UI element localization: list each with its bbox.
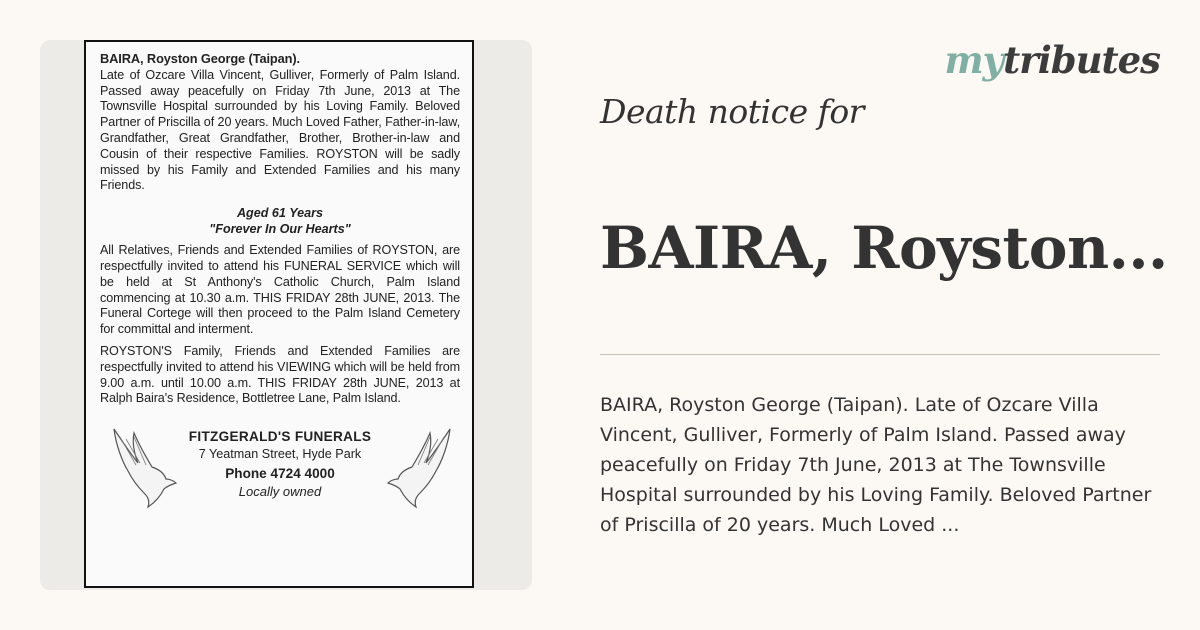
funeral-home-address: 7 Yeatman Street, Hyde Park: [198, 446, 362, 461]
funeral-home-phone: Phone 4724 4000: [225, 465, 335, 481]
divider: [600, 354, 1160, 355]
logo-my: my: [944, 38, 1004, 82]
death-notice-label: Death notice for: [600, 92, 864, 131]
logo-tributes: tributes: [1003, 38, 1160, 82]
dove-icon: [386, 423, 456, 513]
mytributes-logo[interactable]: [944, 38, 1160, 82]
notice-viewing: ROYSTON'S Family, Friends and Extended Families are respectfully invited to attend his VIEWING which will be held from 9.00 a.m. until 10.00 a.m. THIS FRIDAY 28th JUNE, 2013 at Ralph Baira's Residence, Bottletree Lane, Palm Island.: [100, 343, 460, 406]
funeral-home-block: [100, 429, 460, 529]
notice-excerpt: BAIRA, Royston George (Taipan). Late of Ozcare Villa Vincent, Gulliver, Formerly of Palm Island. Passed away peacefully on Friday 7th June, 2013 at The Townsville Hospital surrounded by his Loving Family. Beloved Partner of Priscilla of 20 years. Much Loved ...: [600, 394, 1152, 536]
funeral-home-tagline: Locally owned: [238, 483, 322, 499]
notice-forever: "Forever In Our Hearts": [209, 222, 351, 237]
newspaper-notice-clipping: [84, 40, 474, 588]
notice-service: All Relatives, Friends and Extended Families of ROYSTON, are respectfully invited to attend his FUNERAL SERVICE which will be held at St Anthony's Catholic Church, Palm Island commencing at 10.30 a.m. THIS FRIDAY 28th JUNE, 2013. The Funeral Cortege will then proceed to the Palm Island Cemetery for committal and interment.: [100, 243, 460, 337]
notice-age-block: [100, 205, 460, 237]
deceased-name-title: BAIRA, Royston...: [600, 214, 1168, 282]
notice-age: Aged 61 Years: [236, 206, 324, 221]
notice-intro: Late of Ozcare Villa Vincent, Gulliver, Formerly of Palm Island. Passed away peacefully on Friday 7th June, 2013 at The Townsville Hospital surrounded by his Loving Family. Beloved Partner of Priscilla of 20 years. Much Loved Father, Father-in-law, Grandfather, Great Grandfather, Brother, Brother-in-law and Cousin of their respective Families. ROYSTON will be sadly missed by his Family and Extended Families and his many Friends.: [100, 67, 460, 193]
dove-icon: [108, 423, 178, 513]
notice-title: BAIRA, Royston George (Taipan).: [100, 51, 301, 66]
funeral-home-name: FITZGERALD'S FUNERALS: [188, 429, 372, 445]
